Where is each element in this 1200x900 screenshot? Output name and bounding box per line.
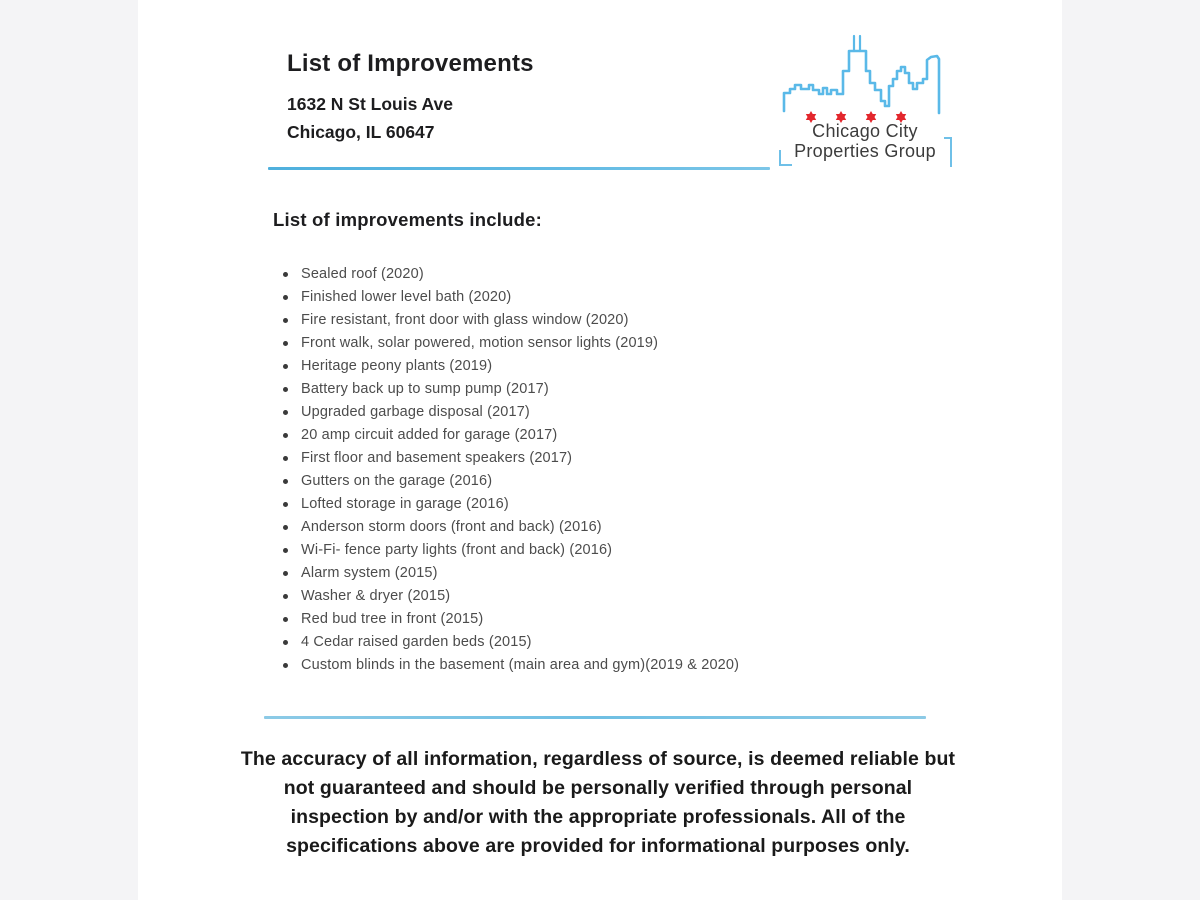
list-item: Red bud tree in front (2015) [301,608,861,631]
address-line-2: Chicago, IL 60647 [287,122,435,142]
company-logo [778,33,958,168]
page-title: List of Improvements [287,50,534,77]
list-item: Gutters on the garage (2016) [301,470,861,493]
list-item: Battery back up to sump pump (2017) [301,378,861,401]
address-line-1: 1632 N St Louis Ave [287,94,453,114]
list-item: Heritage peony plants (2019) [301,355,861,378]
footer-divider [264,716,926,719]
list-item: Washer & dryer (2015) [301,585,861,608]
header-divider [268,167,770,170]
company-name [778,121,952,161]
list-item: 4 Cedar raised garden beds (2015) [301,631,861,654]
list-heading: List of improvements include: [273,209,542,230]
logo-bracket-left-icon [779,150,792,166]
list-item: Front walk, solar powered, motion sensor lights (2019) [301,332,861,355]
list-item: Custom blinds in the basement (main area and gym)(2019 & 2020) [301,654,861,677]
list-item: Fire resistant, front door with glass window (2020) [301,309,861,332]
list-item: Sealed roof (2020) [301,263,861,286]
list-item: 20 amp circuit added for garage (2017) [301,424,861,447]
list-item: First floor and basement speakers (2017) [301,447,861,470]
company-name-line-1: Chicago City [812,121,918,141]
list-item: Lofted storage in garage (2016) [301,493,861,516]
list-item: Alarm system (2015) [301,562,861,585]
list-item: Wi-Fi- fence party lights (front and back) (2016) [301,539,861,562]
list-item: Finished lower level bath (2020) [301,286,861,309]
logo-bracket-right-icon [944,137,952,167]
improvements-list [301,263,861,677]
document-page [138,0,1062,900]
chicago-skyline-icon [778,33,954,125]
list-item: Upgraded garbage disposal (2017) [301,401,861,424]
list-item: Anderson storm doors (front and back) (2016) [301,516,861,539]
disclaimer-text: The accuracy of all information, regardless of source, is deemed reliable but not guaranteed and should be personally verified through personal inspection by and/or with the appropriate professionals. All of the specifications above are provided for informational purposes only. [240,748,956,857]
company-name-line-2: Properties Group [794,141,936,161]
